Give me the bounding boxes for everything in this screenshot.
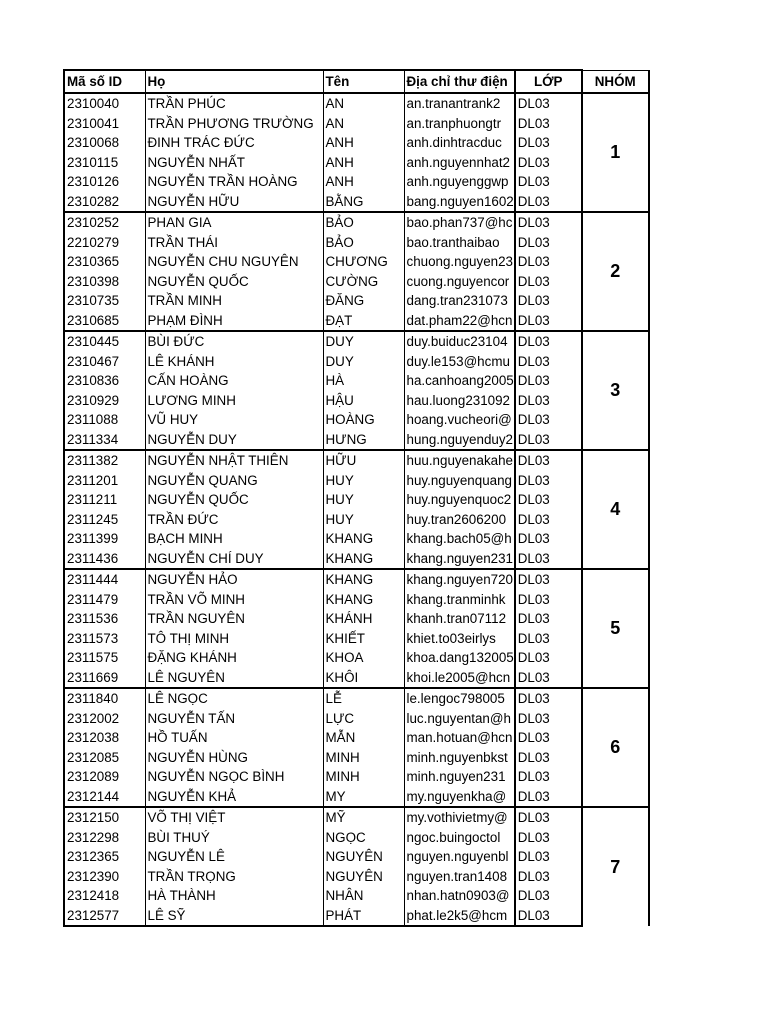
student-id-cell: 2310126 bbox=[64, 172, 145, 192]
student-id-cell: 2310445 bbox=[64, 331, 145, 352]
class-cell: DL03 bbox=[515, 867, 582, 887]
spreadsheet bbox=[63, 69, 650, 927]
table-row bbox=[64, 709, 649, 729]
surname-cell: ĐINH TRÁC ĐỨC bbox=[145, 133, 323, 153]
email-cell: hung.nguyenduy2 bbox=[404, 430, 515, 451]
class-cell: DL03 bbox=[515, 272, 582, 292]
given-name-cell: ANH bbox=[323, 133, 404, 153]
table-body bbox=[64, 93, 649, 926]
given-name-cell: MẪN bbox=[323, 728, 404, 748]
student-id-cell: 2310115 bbox=[64, 153, 145, 173]
table-row bbox=[64, 192, 649, 213]
table-row bbox=[64, 371, 649, 391]
email-cell: minh.nguyenbkst bbox=[404, 748, 515, 768]
surname-cell: TRẦN THÁI bbox=[145, 233, 323, 253]
table-row bbox=[64, 212, 649, 233]
class-cell: DL03 bbox=[515, 569, 582, 590]
table-row bbox=[64, 828, 649, 848]
given-name-cell: HƯNG bbox=[323, 430, 404, 451]
email-cell: cuong.nguyencor bbox=[404, 272, 515, 292]
class-cell: DL03 bbox=[515, 648, 582, 668]
class-cell: DL03 bbox=[515, 609, 582, 629]
table-row bbox=[64, 688, 649, 709]
class-cell: DL03 bbox=[515, 252, 582, 272]
surname-cell: TRẦN VÕ MINH bbox=[145, 590, 323, 610]
student-id-cell: 2311211 bbox=[64, 490, 145, 510]
student-id-cell: 2312002 bbox=[64, 709, 145, 729]
student-id-cell: 2310365 bbox=[64, 252, 145, 272]
group-number-cell: 5 bbox=[582, 569, 649, 688]
email-cell: an.tranphuongtr bbox=[404, 114, 515, 134]
given-name-cell: KHANG bbox=[323, 590, 404, 610]
group-table bbox=[63, 69, 650, 927]
table-row bbox=[64, 867, 649, 887]
table-row bbox=[64, 590, 649, 610]
given-name-cell: ĐẠT bbox=[323, 311, 404, 332]
group-number-cell: 6 bbox=[582, 688, 649, 807]
given-name-cell: LỰC bbox=[323, 709, 404, 729]
surname-cell: BẠCH MINH bbox=[145, 529, 323, 549]
surname-cell: LƯƠNG MINH bbox=[145, 391, 323, 411]
email-cell: an.tranantrank2 bbox=[404, 93, 515, 114]
email-cell: hau.luong231092 bbox=[404, 391, 515, 411]
surname-cell: TRẦN NGUYÊN bbox=[145, 609, 323, 629]
email-cell: huy.tran2606200 bbox=[404, 510, 515, 530]
class-cell: DL03 bbox=[515, 192, 582, 213]
surname-cell: NGUYỄN CHU NGUYÊN bbox=[145, 252, 323, 272]
surname-cell: NGUYỄN NHẤT bbox=[145, 153, 323, 173]
table-row bbox=[64, 569, 649, 590]
class-cell: DL03 bbox=[515, 233, 582, 253]
student-id-cell: 2312085 bbox=[64, 748, 145, 768]
email-cell: ha.canhoang2005 bbox=[404, 371, 515, 391]
surname-cell: NGUYỄN QUỐC bbox=[145, 272, 323, 292]
given-name-cell: NHÂN bbox=[323, 886, 404, 906]
email-cell: bao.phan737@hc bbox=[404, 212, 515, 233]
student-id-cell: 2311436 bbox=[64, 549, 145, 570]
student-id-cell: 2312150 bbox=[64, 807, 145, 828]
given-name-cell: LỄ bbox=[323, 688, 404, 709]
surname-cell: NGUYỄN TẤN bbox=[145, 709, 323, 729]
surname-cell: TRẦN PHÚC bbox=[145, 93, 323, 114]
table-row bbox=[64, 391, 649, 411]
given-name-cell: NGỌC bbox=[323, 828, 404, 848]
given-name-cell: HOÀNG bbox=[323, 410, 404, 430]
group-number-cell: 2 bbox=[582, 212, 649, 331]
given-name-cell: MỸ bbox=[323, 807, 404, 828]
email-cell: huy.nguyenquoc2 bbox=[404, 490, 515, 510]
email-cell: le.lengoc798005 bbox=[404, 688, 515, 709]
group-number-cell: 4 bbox=[582, 450, 649, 569]
header-nhom: NHÓM bbox=[582, 70, 649, 93]
table-row bbox=[64, 352, 649, 372]
email-cell: khiet.to03eirlys bbox=[404, 629, 515, 649]
table-row bbox=[64, 847, 649, 867]
student-id-cell: 2310735 bbox=[64, 291, 145, 311]
given-name-cell: BẰNG bbox=[323, 192, 404, 213]
given-name-cell: ĐĂNG bbox=[323, 291, 404, 311]
email-cell: khanh.tran07112 bbox=[404, 609, 515, 629]
surname-cell: BÙI ĐỨC bbox=[145, 331, 323, 352]
email-cell: luc.nguyentan@h bbox=[404, 709, 515, 729]
surname-cell: NGUYỄN QUỐC bbox=[145, 490, 323, 510]
student-id-cell: 2311444 bbox=[64, 569, 145, 590]
class-cell: DL03 bbox=[515, 311, 582, 332]
given-name-cell: AN bbox=[323, 114, 404, 134]
table-row bbox=[64, 430, 649, 451]
student-id-cell: 2310929 bbox=[64, 391, 145, 411]
class-cell: DL03 bbox=[515, 787, 582, 808]
student-id-cell: 2312365 bbox=[64, 847, 145, 867]
email-cell: nhan.hatn0903@ bbox=[404, 886, 515, 906]
class-cell: DL03 bbox=[515, 629, 582, 649]
student-id-cell: 2311479 bbox=[64, 590, 145, 610]
class-cell: DL03 bbox=[515, 371, 582, 391]
email-cell: anh.dinhtracduc bbox=[404, 133, 515, 153]
student-id-cell: 2310685 bbox=[64, 311, 145, 332]
given-name-cell: KHIẾT bbox=[323, 629, 404, 649]
surname-cell: LÊ NGUYÊN bbox=[145, 668, 323, 689]
email-cell: anh.nguyennhat2 bbox=[404, 153, 515, 173]
given-name-cell: MY bbox=[323, 787, 404, 808]
email-cell: hoang.vucheori@ bbox=[404, 410, 515, 430]
class-cell: DL03 bbox=[515, 93, 582, 114]
email-cell: my.nguyenkha@ bbox=[404, 787, 515, 808]
given-name-cell: MINH bbox=[323, 767, 404, 787]
class-cell: DL03 bbox=[515, 728, 582, 748]
class-cell: DL03 bbox=[515, 549, 582, 570]
student-id-cell: 2311088 bbox=[64, 410, 145, 430]
class-cell: DL03 bbox=[515, 767, 582, 787]
table-row bbox=[64, 906, 649, 927]
header-row bbox=[64, 70, 649, 93]
email-cell: phat.le2k5@hcm bbox=[404, 906, 515, 927]
student-id-cell: 2310041 bbox=[64, 114, 145, 134]
class-cell: DL03 bbox=[515, 331, 582, 352]
table-row bbox=[64, 629, 649, 649]
surname-cell: NGUYỄN TRẦN HOÀNG bbox=[145, 172, 323, 192]
table-row bbox=[64, 410, 649, 430]
surname-cell: TRẦN TRỌNG bbox=[145, 867, 323, 887]
surname-cell: PHAN GIA bbox=[145, 212, 323, 233]
surname-cell: LÊ SỸ bbox=[145, 906, 323, 927]
surname-cell: TRẦN ĐỨC bbox=[145, 510, 323, 530]
table-row bbox=[64, 886, 649, 906]
header-lop: LỚP bbox=[515, 70, 582, 93]
table-row bbox=[64, 549, 649, 570]
student-id-cell: 2311573 bbox=[64, 629, 145, 649]
surname-cell: CẤN HOÀNG bbox=[145, 371, 323, 391]
class-cell: DL03 bbox=[515, 510, 582, 530]
email-cell: khang.tranminhk bbox=[404, 590, 515, 610]
email-cell: khang.nguyen720 bbox=[404, 569, 515, 590]
given-name-cell: PHÁT bbox=[323, 906, 404, 927]
given-name-cell: HỮU bbox=[323, 450, 404, 471]
table-row bbox=[64, 668, 649, 689]
email-cell: chuong.nguyen23 bbox=[404, 252, 515, 272]
table-row bbox=[64, 252, 649, 272]
class-cell: DL03 bbox=[515, 709, 582, 729]
given-name-cell: BẢO bbox=[323, 233, 404, 253]
table-row bbox=[64, 311, 649, 332]
email-cell: nguyen.tran1408 bbox=[404, 867, 515, 887]
table-row bbox=[64, 172, 649, 192]
group-number-cell: 3 bbox=[582, 331, 649, 450]
email-cell: huy.nguyenquang bbox=[404, 471, 515, 491]
surname-cell: HÀ THÀNH bbox=[145, 886, 323, 906]
student-id-cell: 2310467 bbox=[64, 352, 145, 372]
surname-cell: NGUYỄN HẢO bbox=[145, 569, 323, 590]
class-cell: DL03 bbox=[515, 450, 582, 471]
student-id-cell: 2311575 bbox=[64, 648, 145, 668]
student-id-cell: 2312577 bbox=[64, 906, 145, 927]
surname-cell: NGUYỄN CHÍ DUY bbox=[145, 549, 323, 570]
student-id-cell: 2311536 bbox=[64, 609, 145, 629]
surname-cell: VÕ THỊ VIỆT bbox=[145, 807, 323, 828]
class-cell: DL03 bbox=[515, 748, 582, 768]
surname-cell: HỒ TUẤN bbox=[145, 728, 323, 748]
surname-cell: NGUYỄN DUY bbox=[145, 430, 323, 451]
email-cell: khoa.dang132005 bbox=[404, 648, 515, 668]
student-id-cell: 2311201 bbox=[64, 471, 145, 491]
student-id-cell: 2310282 bbox=[64, 192, 145, 213]
table-row bbox=[64, 510, 649, 530]
table-row bbox=[64, 272, 649, 292]
table-row bbox=[64, 233, 649, 253]
given-name-cell: HUY bbox=[323, 490, 404, 510]
student-id-cell: 2311669 bbox=[64, 668, 145, 689]
student-id-cell: 2311334 bbox=[64, 430, 145, 451]
surname-cell: NGUYỄN KHẢ bbox=[145, 787, 323, 808]
given-name-cell: ANH bbox=[323, 172, 404, 192]
class-cell: DL03 bbox=[515, 886, 582, 906]
class-cell: DL03 bbox=[515, 906, 582, 927]
surname-cell: VŨ HUY bbox=[145, 410, 323, 430]
surname-cell: NGUYỄN HÙNG bbox=[145, 748, 323, 768]
email-cell: bang.nguyen1602 bbox=[404, 192, 515, 213]
class-cell: DL03 bbox=[515, 291, 582, 311]
surname-cell: TÔ THỊ MINH bbox=[145, 629, 323, 649]
given-name-cell: KHÁNH bbox=[323, 609, 404, 629]
class-cell: DL03 bbox=[515, 114, 582, 134]
given-name-cell: DUY bbox=[323, 331, 404, 352]
table-row bbox=[64, 529, 649, 549]
group-number-cell: 1 bbox=[582, 93, 649, 212]
surname-cell: ĐẶNG KHÁNH bbox=[145, 648, 323, 668]
surname-cell: NGUYỄN HỮU bbox=[145, 192, 323, 213]
given-name-cell: KHÔI bbox=[323, 668, 404, 689]
class-cell: DL03 bbox=[515, 471, 582, 491]
email-cell: dat.pham22@hcn bbox=[404, 311, 515, 332]
class-cell: DL03 bbox=[515, 133, 582, 153]
email-cell: man.hotuan@hcn bbox=[404, 728, 515, 748]
student-id-cell: 2310252 bbox=[64, 212, 145, 233]
email-cell: khoi.le2005@hcn bbox=[404, 668, 515, 689]
given-name-cell: KHANG bbox=[323, 569, 404, 590]
surname-cell: TRẦN MINH bbox=[145, 291, 323, 311]
surname-cell: NGUYỄN NGỌC BÌNH bbox=[145, 767, 323, 787]
class-cell: DL03 bbox=[515, 391, 582, 411]
given-name-cell: CƯỜNG bbox=[323, 272, 404, 292]
email-cell: minh.nguyen231 bbox=[404, 767, 515, 787]
table-row bbox=[64, 291, 649, 311]
surname-cell: NGUYỄN NHẬT THIÊN bbox=[145, 450, 323, 471]
class-cell: DL03 bbox=[515, 847, 582, 867]
student-id-cell: 2310836 bbox=[64, 371, 145, 391]
header-id: Mã số ID bbox=[64, 70, 145, 93]
student-id-cell: 2311840 bbox=[64, 688, 145, 709]
table-row bbox=[64, 767, 649, 787]
email-cell: dang.tran231073 bbox=[404, 291, 515, 311]
class-cell: DL03 bbox=[515, 688, 582, 709]
group-number-cell: 7 bbox=[582, 807, 649, 926]
table-row bbox=[64, 748, 649, 768]
email-cell: my.vothivietmy@ bbox=[404, 807, 515, 828]
email-cell: bao.tranthaibao bbox=[404, 233, 515, 253]
table-row bbox=[64, 153, 649, 173]
surname-cell: BÙI THUÝ bbox=[145, 828, 323, 848]
given-name-cell: ANH bbox=[323, 153, 404, 173]
email-cell: duy.le153@hcmu bbox=[404, 352, 515, 372]
student-id-cell: 2311382 bbox=[64, 450, 145, 471]
student-id-cell: 2311399 bbox=[64, 529, 145, 549]
student-id-cell: 2310068 bbox=[64, 133, 145, 153]
table-row bbox=[64, 787, 649, 808]
given-name-cell: MINH bbox=[323, 748, 404, 768]
given-name-cell: KHOA bbox=[323, 648, 404, 668]
email-cell: khang.bach05@h bbox=[404, 529, 515, 549]
table-row bbox=[64, 93, 649, 114]
class-cell: DL03 bbox=[515, 153, 582, 173]
class-cell: DL03 bbox=[515, 352, 582, 372]
email-cell: huu.nguyenakahe bbox=[404, 450, 515, 471]
student-id-cell: 2312298 bbox=[64, 828, 145, 848]
surname-cell: LÊ KHÁNH bbox=[145, 352, 323, 372]
email-cell: anh.nguyenggwp bbox=[404, 172, 515, 192]
student-id-cell: 2310398 bbox=[64, 272, 145, 292]
table-row bbox=[64, 114, 649, 134]
class-cell: DL03 bbox=[515, 212, 582, 233]
given-name-cell: HẬU bbox=[323, 391, 404, 411]
surname-cell: LÊ NGỌC bbox=[145, 688, 323, 709]
header-ho: Họ bbox=[145, 70, 323, 93]
class-cell: DL03 bbox=[515, 807, 582, 828]
table-row bbox=[64, 490, 649, 510]
given-name-cell: BẢO bbox=[323, 212, 404, 233]
surname-cell: NGUYỄN LÊ bbox=[145, 847, 323, 867]
class-cell: DL03 bbox=[515, 590, 582, 610]
given-name-cell: HÀ bbox=[323, 371, 404, 391]
email-cell: ngoc.buingoctol bbox=[404, 828, 515, 848]
given-name-cell: CHƯƠNG bbox=[323, 252, 404, 272]
student-id-cell: 2310040 bbox=[64, 93, 145, 114]
table-row bbox=[64, 728, 649, 748]
email-cell: duy.buiduc23104 bbox=[404, 331, 515, 352]
header-email: Địa chỉ thư điện bbox=[404, 70, 515, 93]
table-row bbox=[64, 471, 649, 491]
student-id-cell: 2312089 bbox=[64, 767, 145, 787]
given-name-cell: KHANG bbox=[323, 549, 404, 570]
student-id-cell: 2311245 bbox=[64, 510, 145, 530]
surname-cell: NGUYỄN QUANG bbox=[145, 471, 323, 491]
given-name-cell: NGUYÊN bbox=[323, 867, 404, 887]
given-name-cell: HUY bbox=[323, 510, 404, 530]
student-id-cell: 2312144 bbox=[64, 787, 145, 808]
email-cell: nguyen.nguyenbl bbox=[404, 847, 515, 867]
surname-cell: PHẠM ĐÌNH bbox=[145, 311, 323, 332]
class-cell: DL03 bbox=[515, 828, 582, 848]
student-id-cell: 2312038 bbox=[64, 728, 145, 748]
surname-cell: TRẦN PHƯƠNG TRƯỜNG bbox=[145, 114, 323, 134]
class-cell: DL03 bbox=[515, 172, 582, 192]
given-name-cell: DUY bbox=[323, 352, 404, 372]
table-row bbox=[64, 450, 649, 471]
table-row bbox=[64, 133, 649, 153]
class-cell: DL03 bbox=[515, 668, 582, 689]
class-cell: DL03 bbox=[515, 490, 582, 510]
table-row bbox=[64, 331, 649, 352]
class-cell: DL03 bbox=[515, 529, 582, 549]
given-name-cell: KHANG bbox=[323, 529, 404, 549]
table-row bbox=[64, 648, 649, 668]
given-name-cell: HUY bbox=[323, 471, 404, 491]
student-id-cell: 2312390 bbox=[64, 867, 145, 887]
given-name-cell: AN bbox=[323, 93, 404, 114]
class-cell: DL03 bbox=[515, 410, 582, 430]
given-name-cell: NGUYÊN bbox=[323, 847, 404, 867]
table-row bbox=[64, 807, 649, 828]
student-id-cell: 2210279 bbox=[64, 233, 145, 253]
email-cell: khang.nguyen231 bbox=[404, 549, 515, 570]
student-id-cell: 2312418 bbox=[64, 886, 145, 906]
table-row bbox=[64, 609, 649, 629]
class-cell: DL03 bbox=[515, 430, 582, 451]
header-ten: Tên bbox=[323, 70, 404, 93]
